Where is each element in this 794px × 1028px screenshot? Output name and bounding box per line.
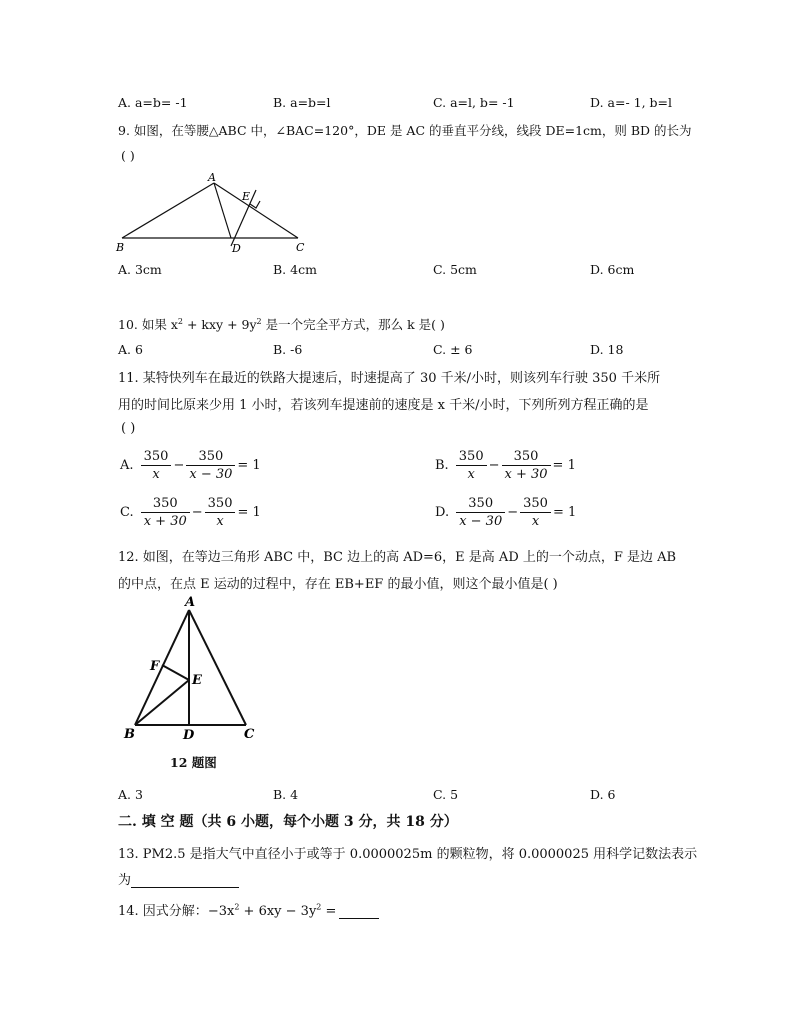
q10-kxy-term: + kxy + 9y [182, 317, 257, 332]
section-2-title: 二. 填 空 题（共 6 小题，每个小题 3 分，共 18 分） [118, 814, 458, 830]
q11-d-rhs: = 1 [552, 505, 577, 520]
q13-line-2 [118, 869, 239, 888]
q9-segment-ad [214, 183, 231, 238]
q11-c-den-1: x + 30 [141, 512, 190, 530]
q11-a-num-2: 350 [198, 449, 224, 464]
q11-c-rhs: = 1 [237, 505, 261, 520]
q14-equals: = [321, 904, 337, 919]
q11-a-label: A. [120, 458, 134, 473]
q11-d-label: D. [435, 505, 450, 520]
q11-b-num-2: 350 [513, 449, 539, 464]
q11-d-minus: − [507, 505, 519, 520]
q14-prefix: 14. 因式分解： [118, 904, 208, 919]
q10-exp-2: 2 [256, 316, 262, 326]
q11-d-den-1: x − 30 [456, 512, 505, 530]
q12-segment-be [135, 680, 189, 725]
q11-c-label: C. [120, 505, 134, 520]
q13-line-1: 13. PM2.5 是指大气中直径小于或等于 0.0000025m 的颗粒物，将 0.0000025 用科学记数法表示 [118, 847, 698, 862]
q11-a-frac-1 [141, 448, 172, 483]
q11-b-den-2: x + 30 [502, 465, 551, 483]
q11-answer-paren: ( ) [121, 421, 136, 436]
q12-line-1: 12. 如图，在等边三角形 ABC 中，BC 边上的高 AD=6，E 是高 AD 上的一个动点，F 是边 AB [118, 550, 677, 565]
q9-label-b: B [116, 241, 125, 254]
q11-d-frac-2 [520, 495, 551, 530]
q10-suffix: 是一个完全平方式，那么 k 是( ) [261, 317, 445, 332]
q11-b-num-1: 350 [458, 449, 484, 464]
q11-b-minus: − [488, 458, 500, 473]
q10-option-a: A. 6 [118, 342, 143, 357]
q10-exp-1: 2 [177, 316, 183, 326]
q12-option-a: A. 3 [118, 787, 143, 802]
q10-text [118, 315, 445, 333]
q10-prefix: 10. 如果 [118, 317, 171, 332]
q11-a-rhs: = 1 [237, 458, 261, 473]
q11-option-a [118, 448, 263, 483]
q11-c-num-2: 350 [207, 496, 233, 511]
q11-b-label: B. [435, 458, 449, 473]
q14-exp-2: 2 [316, 902, 322, 912]
q12-segment-fe [162, 665, 189, 680]
q12-line-2: 的中点，在点 E 运动的过程中，存在 EB+EF 的最小值，则这个最小值是( ) [118, 577, 558, 592]
q11-d-den-2: x [520, 512, 551, 530]
q12-label-e: E [192, 673, 202, 688]
q10-option-c: C. ± 6 [433, 342, 473, 357]
q11-option-c [118, 495, 263, 530]
q9-label-e: E [242, 190, 251, 203]
q9-triangle-figure [110, 168, 320, 258]
q12-label-a: A [185, 595, 196, 610]
q12-option-b: B. 4 [273, 787, 299, 802]
q10-option-b: B. -6 [273, 342, 303, 357]
q11-c-den-2: x [205, 512, 236, 530]
q11-option-b [433, 448, 578, 483]
q11-d-num-2: 350 [523, 496, 548, 511]
q11-c-num-1: 350 [152, 496, 178, 511]
q14-answer-blank[interactable] [339, 905, 379, 919]
q9-side-ab [122, 183, 214, 238]
q11-a-den-2: x − 30 [186, 465, 235, 483]
q11-b-frac-2 [502, 448, 551, 483]
q11-c-frac-1 [141, 495, 190, 530]
q11-line-2: 用的时间比原来少用 1 小时，若该列车提速前的速度是 x 千米/小时，下列所列方程正确的是 [118, 398, 649, 413]
q12-label-c: C [244, 727, 255, 742]
q14-exp-1: 2 [234, 902, 240, 912]
q8-option-a: A. a=b= -1 [118, 95, 188, 110]
q8-option-b: B. a=b=l [273, 95, 331, 110]
q10-option-d: D. 18 [590, 342, 624, 357]
q12-triangle-figure [115, 592, 275, 747]
q9-option-c: C. 5cm [433, 262, 477, 277]
q11-c-minus: − [191, 505, 203, 520]
q11-a-minus: − [173, 458, 185, 473]
q12-side-ab [135, 610, 189, 725]
q12-label-d: D [183, 728, 195, 743]
q9-label-d: D [232, 242, 241, 255]
q11-line-1: 11. 某特快列车在最近的铁路大提速后，时速提高了 30 千米/小时，则该列车行驶 350 千米所 [118, 371, 661, 386]
q9-label-c: C [296, 241, 305, 254]
q14-term-2: + 6xy − 3y [239, 904, 317, 919]
q11-b-frac-1 [456, 448, 487, 483]
q11-d-num-1: 350 [468, 496, 494, 511]
q12-label-f: F [150, 659, 160, 674]
q10-x-term: x [170, 317, 178, 332]
q9-option-a: A. 3cm [118, 262, 162, 277]
q12-label-b: B [124, 727, 135, 742]
q12-option-c: C. 5 [433, 787, 459, 802]
q9-text: 9. 如图，在等腰△ABC 中，∠BAC=120°，DE 是 AC 的垂直平分线，线段 DE=1cm，则 BD 的长为 [118, 123, 692, 138]
q12-side-ac [189, 610, 246, 725]
q8-option-c: C. a=l, b= -1 [433, 95, 515, 110]
q12-option-d: D. 6 [590, 787, 616, 802]
q11-b-den-1: x [456, 465, 487, 483]
q11-c-frac-2 [205, 495, 236, 530]
q14-text [118, 900, 379, 919]
q11-option-d [433, 495, 578, 530]
q9-label-a: A [208, 171, 216, 184]
q11-a-num-1: 350 [143, 449, 169, 464]
q12-figure-caption: 12 题图 [170, 755, 217, 770]
q11-b-rhs: = 1 [552, 458, 576, 473]
q13-answer-blank[interactable] [131, 874, 239, 888]
q8-option-d: D. a=- 1, b=l [590, 95, 673, 110]
q11-d-frac-1 [456, 495, 505, 530]
q9-answer-paren: ( ) [121, 148, 135, 163]
q13-prefix: 为 [118, 873, 132, 888]
q11-a-frac-2 [186, 448, 235, 483]
q11-a-den-1: x [141, 465, 172, 483]
q9-option-b: B. 4cm [273, 262, 317, 277]
q14-term-1: −3x [207, 904, 235, 919]
q9-option-d: D. 6cm [590, 262, 635, 277]
